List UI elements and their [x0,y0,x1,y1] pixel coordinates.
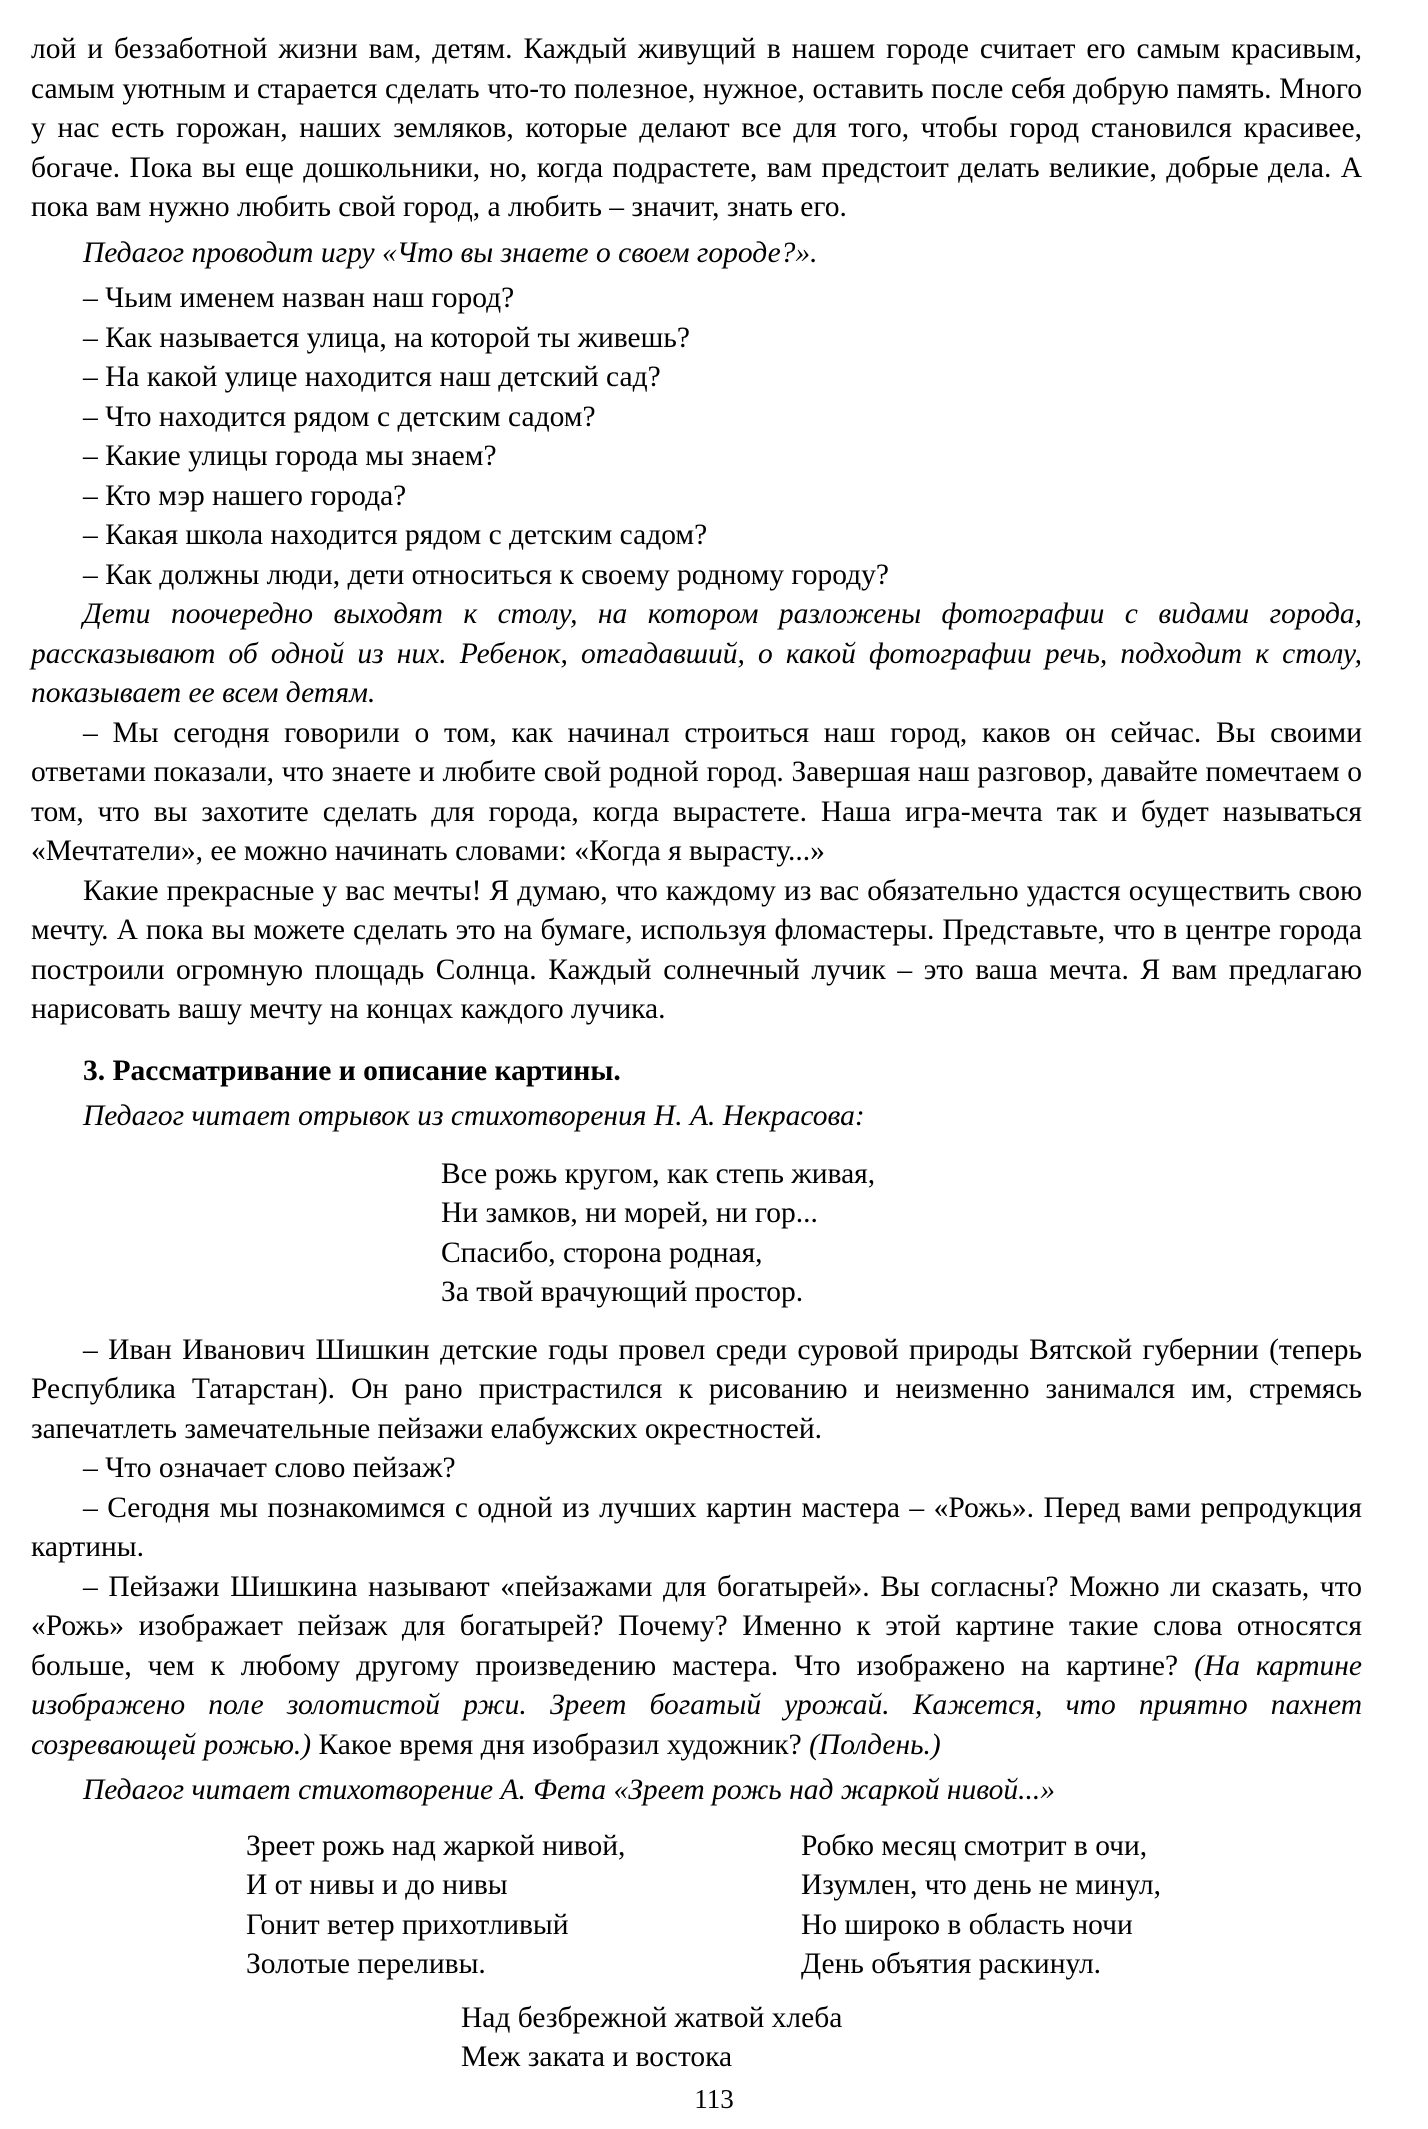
question-item: – Как должны люди, дети относиться к своему родному городу? [83,558,889,591]
verse-line: День объятия раскинул. [801,1948,1102,1980]
paragraph-shishkin: – Иван Иванович Шишкин детские годы провел среди суровой природы Вятской губернии (теперь Республика Татарстан). Он рано пристрастился к рисованию и неизменно занимался им, стремясь запечатлеть замечательные пейзажи елабужских окрестностей. [31,1333,1362,1445]
question-item: – На какой улице находится наш детский сад? [83,361,661,393]
question-item: – Кто мэр нашего города? [83,479,407,512]
answer-noon: (Полдень.) [809,1728,941,1761]
time-question: Какое время дня изобразил художник? [311,1728,810,1761]
paragraph-bogatyrs [31,1568,1362,1766]
paragraph-fet-intro: Педагог читает стихотворение А. Фета «Зреет рожь над жаркой нивой...» [83,1774,1056,1806]
paragraph-game-intro: Педагог проводит игру «Что вы знаете о своем городе?». [83,236,818,269]
question-item: – Что находится рядом с детским садом? [83,400,596,433]
question-item: – Чьим именем назван наш город? [83,282,515,314]
verse-line: Гонит ветер прихотливый [246,1908,569,1941]
verse-line: Ни замков, ни морей, ни гор... [441,1197,818,1229]
paragraph-intro: лой и беззаботной жизни вам, детям. Каждый живущий в нашем городе считает его самым красивым, самым уютным и старается сделать что-то полезное, нужное, оставить после себя добрую память. Много у нас есть горожан, наших земляков, которые делают все для того, чтобы город становился красивее, богаче. Пока вы еще дошкольники, но, когда подрастете, вам предстоит делать великие, добрые дела. А пока вам нужно любить свой город, а любить – значит, знать его. [31,33,1362,223]
verse-fet-right [801,1827,1356,1985]
verse-line: Золотые переливы. [246,1948,486,1980]
verse-line: Спасибо, сторона родная, [441,1236,763,1269]
verse-line: Зреет рожь над жаркой нивой, [246,1829,626,1862]
paragraph-dreamers: – Мы сегодня говорили о том, как начинал строиться наш город, каков он сейчас. Вы своими ответами показали, что знаете и любите свой родной город. Завершая наш разговор, давайте помечтаем о том, что вы захотите сделать для города, когда вырастете. Наша игра-мечта так и будет называться «Мечтатели», ее можно начинать словами: «Когда я вырасту...» [31,716,1362,867]
verse-line: За твой врачующий простор. [441,1276,804,1308]
page-number: 113 [694,2084,734,2114]
answer-field: (На картине изображено поле золотистой ржи. Зреет богатый урожай. Кажется, что приятно пахнет созревающей рожью.) [31,1649,1362,1761]
paragraph-nekrasov-intro: Педагог читает отрывок из стихотворения Н. А. Некрасова: [83,1100,865,1132]
paragraph-photos: Дети поочередно выходят к столу, на котором разложены фотографии с видами города, рассказывают об одной из них. Ребенок, отгадавший, о какой фотографии речь, подходит к столу, показывает ее всем детям. [31,598,1362,709]
question-item: – Какие улицы города мы знаем? [83,440,497,472]
verse-line: Но широко в область ночи [801,1908,1133,1941]
verse-line: Изумлен, что день не минул, [801,1869,1161,1901]
paragraph-landscape-question: – Что означает слово пейзаж? [83,1452,456,1484]
questions-list [31,279,1362,595]
verse-fet-left [246,1827,801,1985]
verse-line: Все рожь кругом, как степь живая, [441,1157,876,1190]
verse-line: Робко месяц смотрит в очи, [801,1829,1148,1862]
verse-line: Меж заката и востока [461,2041,733,2073]
paragraph-bogatyrs-text: – Пейзажи Шишкина называют «пейзажами для богатырей». Вы согласны? Можно ли сказать, что «Рожь» изображает пейзаж для богатырей? Почему? Именно к этой картине такие слова относятся больше, чем к любому другому произведению мастера. Что изображено на картине? [31,1570,1362,1682]
verse-nekrasov [441,1155,1362,1313]
verse-line: И от нивы и до нивы [246,1869,508,1901]
verse-fet-columns [246,1827,1362,1985]
paragraph-dreams: Какие прекрасные у вас мечты! Я думаю, что каждому из вас обязательно удастся осуществить свою мечту. А пока вы можете сделать это на бумаге, используя фломастеры. Представьте, что в центре города построили огромную площадь Солнца. Каждый солнечный лучик – это ваша мечта. Я вам предлагаю нарисовать вашу мечту на концах каждого лучика. [31,874,1362,1025]
section-heading: 3. Рассматривание и описание картины. [83,1054,621,1087]
paragraph-reproduction: – Сегодня мы познакомимся с одной из лучших картин мастера – «Рожь». Перед вами репродукция картины. [31,1491,1362,1563]
verse-line: Над безбрежной жатвой хлеба [461,2001,843,2034]
verse-fet-bottom [461,1999,1362,2078]
question-item: – Как называется улица, на которой ты живешь? [83,321,690,354]
question-item: – Какая школа находится рядом с детским садом? [83,519,708,551]
